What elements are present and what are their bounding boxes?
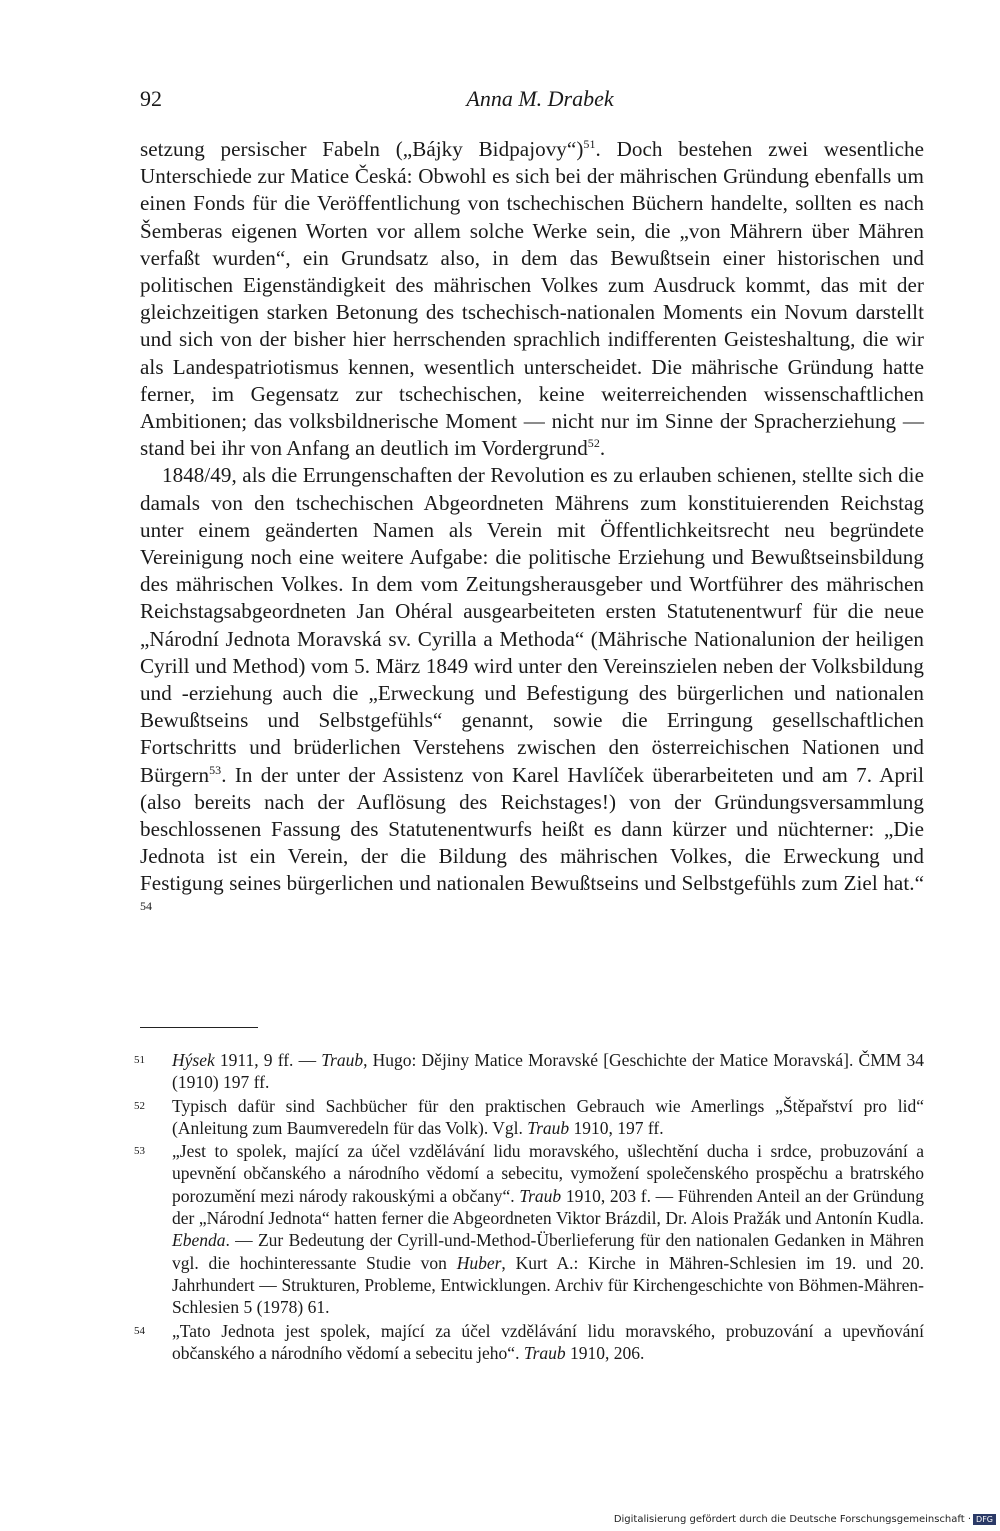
footnotes [134,1049,924,1365]
footnote-number: 54 [134,1324,145,1337]
text-run: „Tato Jednota jest spolek, mající za účel vzdělávání lidu moravského, probuzování a upevňování občanského a národního vědomí a sebecitu jeho“. [172,1320,924,1363]
cited-author: Traub [527,1117,570,1138]
cited-author: Hýsek [172,1050,215,1070]
text-run: . In der unter der Assistenz von Karel Havlíček überarbeiteten und am 7. April (also bereits nach der Auflösung des Reichstages!) von der Gründungsversammlung beschlossenen Fassung des Statutenentwurfs heißt es dann kürzer und nüchterner: „Die Jednota ist ein Verein, der die Bildung des mährischen Volkes, die Erweckung und Festigung seines bürgerlichen und nationalen Bewußtseins und Selbstgefühls zum Ziel hat.“ [140,762,924,896]
footnote-ref-54[interactable]: 54 [140,898,153,913]
paragraph-1 [140,136,924,462]
footnote-52 [134,1095,924,1140]
text-run: 1848/49, als die Errungenschaften der Revolution es zu erlauben schienen, stellte sich die damals von den tschechischen Abgeordneten Mährens zum konstituierenden Reichstag unter einem geänderten Namen als Verein mit Öffentlichkeitsrecht neu begründete Vereinigung noch eine weitere Aufgabe: die politische Erziehung und Bewußtseinsbildung des mährischen Volkes. In dem vom Zeitungsherausgeber und Wortführer des mährischen Reichstagsabgeordneten Jan Ohéral ausgearbeiteten ersten Statutenentwurf für die neue „Národní Jednota Moravská sv. Cyrilla a Methoda“ (Mährische Nationalunion der heiligen Cyrill und Method) vom 5. März 1849 wird unter den Vereinszielen neben der Volksbildung und -erziehung auch die „Erweckung und Befestigung des bürgerlichen und nationalen Bewußtseins und Selbstgefühls“ genannt, sowie die Erringung gesellschaftlichen Fortschritts und brüderlichen Verstehens zwischen den österreichischen Nationen und Bürgern [140,463,924,787]
page-number: 92 [140,86,162,111]
cited-author: Traub [523,1342,566,1363]
footnote-number: 52 [134,1099,145,1112]
digitization-credit [614,1514,996,1525]
text-run: setzung persischer Fabeln („Bájky Bidpajovy“) [140,137,584,161]
text-run: 1911, 9 ff. — [214,1050,322,1070]
cited-author: Traub [519,1185,562,1206]
text-run: 1910, 197 ff. [569,1117,664,1138]
footnote-text [172,1140,924,1318]
text-run: 1910, 206. [565,1342,645,1363]
main-text [140,136,924,925]
cited-author: Huber [456,1252,502,1273]
footnote-text [172,1049,924,1094]
credit-text: Digitalisierung gefördert durch die Deutsche Forschungsgemeinschaft · [613,1514,972,1525]
running-head: Anna M. Drabek [466,86,614,111]
text-run: Typisch dafür sind Sachbücher für den praktischen Gebrauch wie Amerlings „Štěpařství pro lid“ (Anleitung zum Baumveredeln für das Volk). Vgl. [172,1095,924,1138]
text-run: „Jest to spolek, mající za účel vzdělávání lidu moravského, ušlechtění ducha i srdce, probuzování a upevnění občanského a národního vědomí a sebecitu, vymožení společenského prospěchu a bratrského porozumění mezi národy rakouskými a občany“. [172,1141,924,1206]
footnote-number: 51 [134,1054,145,1066]
text-run: 1910, 203 f. — Führenden Anteil an der Gründung der „Národní Jednota“ hatten ferner die Abgeordneten Viktor Brázdil, Dr. Alois Pražák und Antonín Kudla. [172,1185,925,1229]
footnote-text [172,1095,924,1140]
text-run: . — Zur Bedeutung der Cyrill-und-Method-Überlieferung für den nationalen Gedanken in Mähren vgl. die hochinteressante Studie von [172,1230,924,1273]
footnote-54 [134,1320,924,1365]
footnote-number: 53 [134,1145,145,1158]
footnote-separator [140,1027,258,1028]
text-run: , Hugo: Dějiny Matice Moravské [Geschichte der Matice Moravská]. ČMM 34 (1910) 197 ff. [172,1050,924,1093]
footnote-53 [134,1140,924,1318]
footnote-ref-52[interactable]: 52 [587,436,600,451]
cited-author: Ebenda [172,1230,226,1251]
text-run: , Kurt A.: Kirche in Mähren-Schlesien im 19. und 20. Jahrhundert — Strukturen, Probleme, Entwicklungen. Archiv für Kirchengeschichte von Böhmen-Mähren-Schlesien 5 (1978) 61. [172,1252,924,1318]
dfg-logo: DFG [973,1514,996,1525]
text-run: . Doch bestehen zwei wesentliche Unterschiede zur Matice Česká: Obwohl es sich bei der mährischen Gründung ebenfalls um einen Fonds für die Veröffentlichung von tschechischen Büchern handelte, sollten es nach Šemberas eigenen Worten vor allem solche Werke sein, die „von Mährern über Mähren verfaßt wurden“, ein Grundsatz also, in dem das Bewußtsein einer historischen und politischen Eigenständigkeit des mährischen Volkes zum Ausdruck kommt, das mit der gleichzeitigen starken Betonung des tschechisch-nationalen Moments ein Novum darstellt und sich von der bisher hier herrschenden sprachlich indifferenten Geisteshaltung, die wir als Landespatriotismus kennen, wesentlich unterscheidet. Die mährische Gründung hatte ferner, im Gegensatz zur tschechischen, keine weiterreichenden wissenschaftlichen Ambitionen; das volksbildnerische Moment — nicht nur im Sinne der Spracherziehung — stand bei ihr von Anfang an deutlich im Vordergrund [140,137,925,461]
footnote-51 [134,1049,924,1094]
cited-author: Traub [321,1050,364,1070]
footnote-text [172,1320,924,1365]
footnote-ref-51[interactable]: 51 [583,137,596,151]
text-run: . [599,436,606,461]
footnote-ref-53[interactable]: 53 [209,762,222,777]
paragraph-2 [140,462,924,924]
